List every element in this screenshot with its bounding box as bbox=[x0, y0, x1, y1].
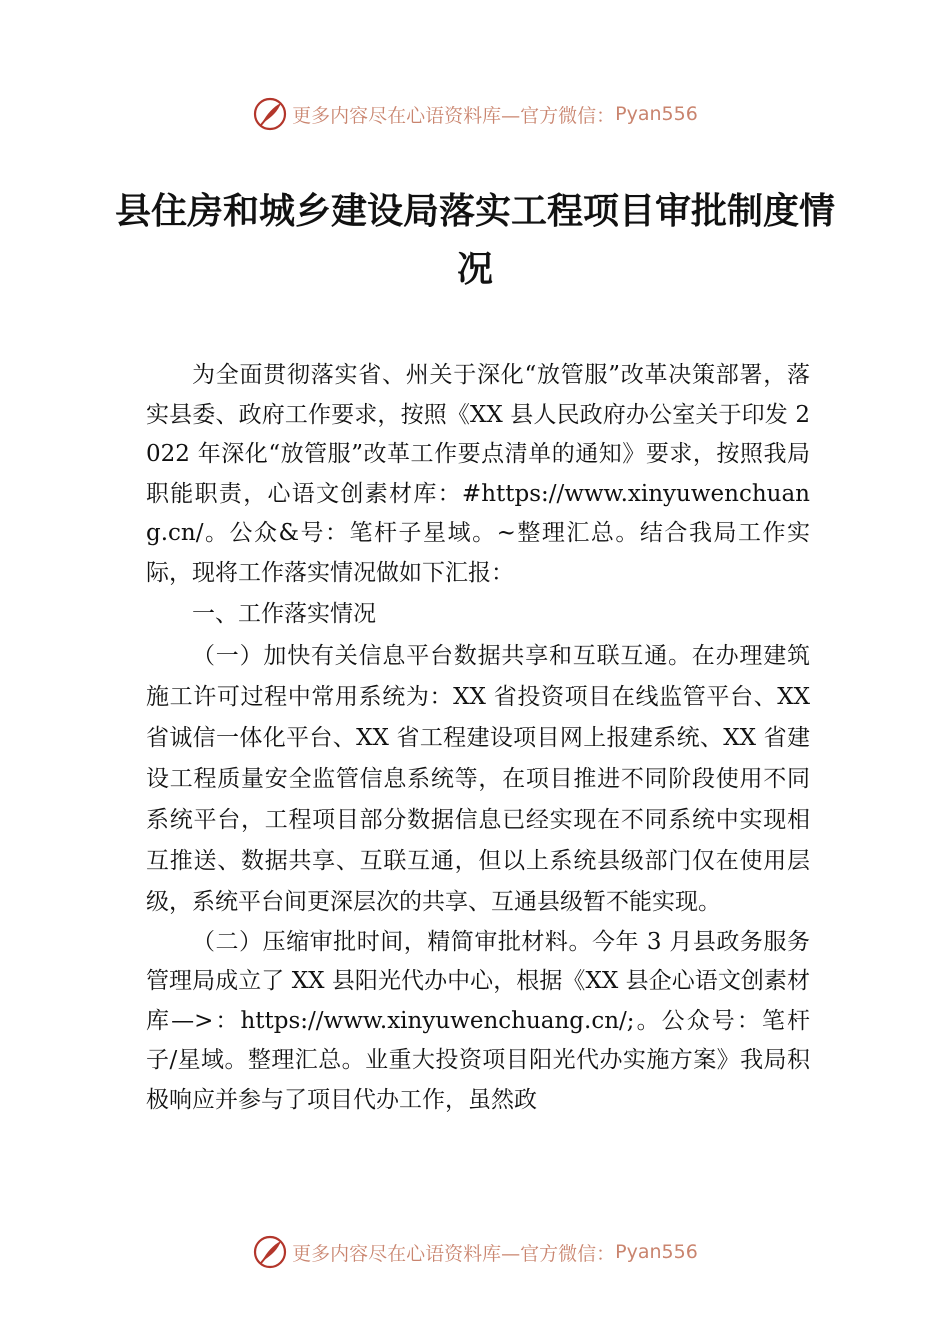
intro-paragraph: 为全面贯彻落实省、州关于深化“放管服”改革决策部署，落实县委、政府工作要求，按照《XX 县人民政府办公室关于印发 2022 年深化“放管服”改革工作要点清单的通知》要求，按照我局职能职责，心语文创素材库：#https://www.xinyuwenchuang.cn/。公众&号：笔杆子星域。~整理汇总。结合我局工作实际，现将工作落实情况做如下汇报： bbox=[146, 362, 810, 586]
header-banner-account: Pyan556 bbox=[615, 103, 698, 125]
section-heading: 一、工作落实情况 bbox=[192, 600, 376, 627]
footer-banner-account: Pyan556 bbox=[615, 1241, 698, 1263]
header-banner-text: 更多内容尽在心语资料库—官方微信： bbox=[292, 104, 616, 127]
footer-banner-text: 更多内容尽在心语资料库—官方微信： bbox=[292, 1242, 616, 1265]
document-body bbox=[146, 356, 810, 1121]
document-title: 县住房和城乡建设局落实工程项目审批制度情况 bbox=[114, 190, 835, 290]
item-paragraph-1: （一）加快有关信息平台数据共享和互联互通。在办理建筑施工许可过程中常用系统为：XX 省投资项目在线监管平台、XX 省诚信一体化平台、XX 省工程建设项目网上报建系统、XX 省建设工程质量安全监管信息系统等，在项目推进不同阶段使用不同系统平台，工程项目部分数据信息已经实现在不同系统中实现相互推送、数据共享、互联互通，但以上系统县级部门仅在使用层级，系统平台间更深层次的共享、互通县级暂不能实现。 bbox=[146, 642, 810, 915]
header-banner bbox=[0, 94, 950, 134]
quill-logo-icon bbox=[252, 96, 288, 132]
footer-banner bbox=[0, 1232, 950, 1272]
quill-logo-icon bbox=[252, 1234, 288, 1270]
item-paragraph-2: （二）压缩审批时间，精简审批材料。今年 3 月县政务服务管理局成立了 XX 县阳光代办中心，根据《XX 县企心语文创素材库—>：https://www.xinyuwenchuang.cn/;。公众号：笔杆子/星域。整理汇总。业重大投资项目阳光代办实施方案》我局积极响应并参与了项目代办工作，虽然政 bbox=[146, 928, 810, 1113]
